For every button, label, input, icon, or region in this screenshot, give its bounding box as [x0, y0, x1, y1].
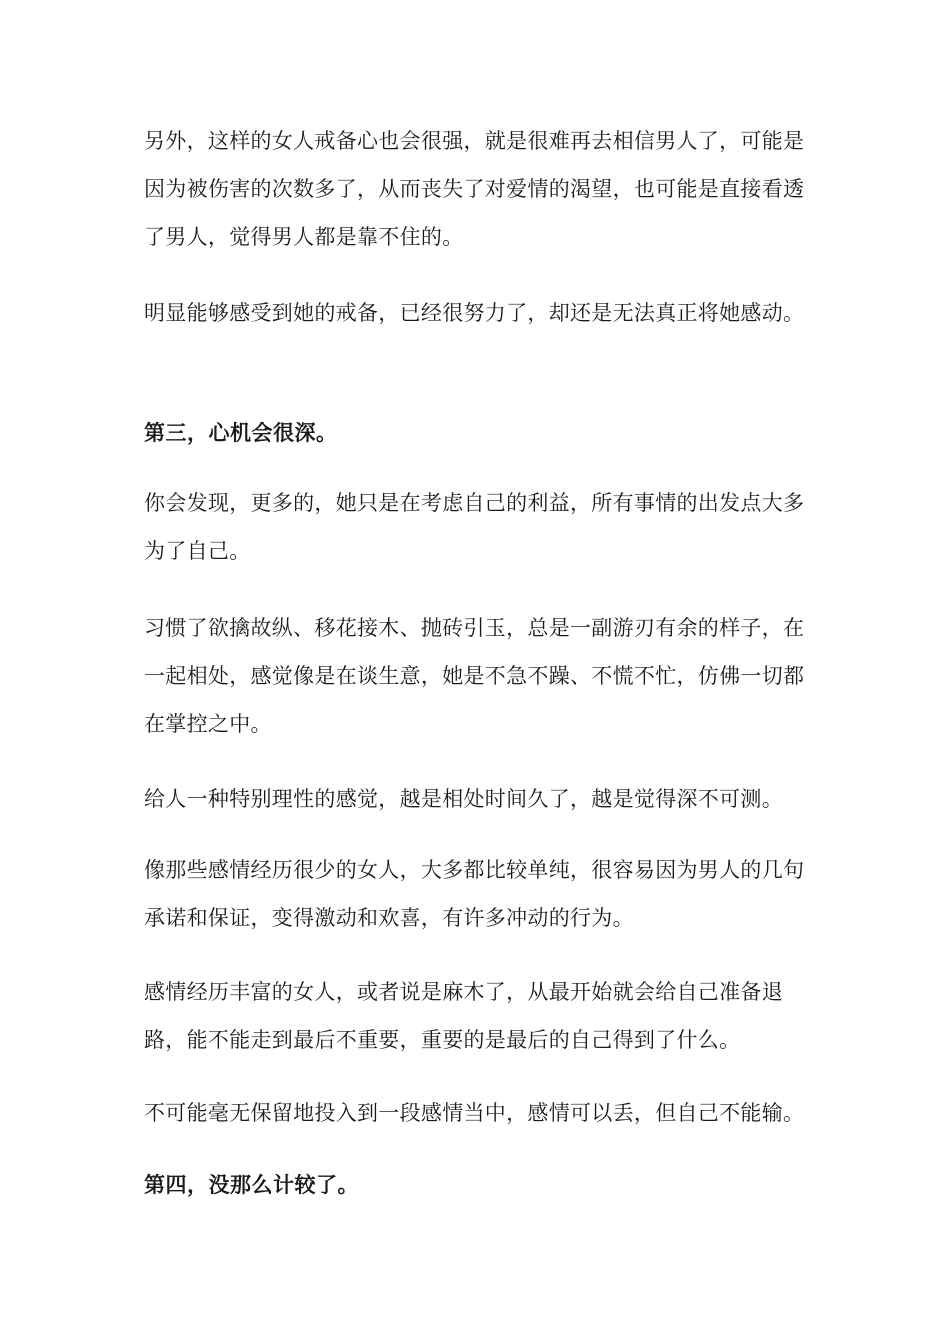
paragraph-wariness: 另外，这样的女人戒备心也会很强，就是很难再去相信男人了，可能是因为被伤害的次数多了，从而丧失了对爱情的渴望，也可能是直接看透了男人，觉得男人都是靠不住的。: [144, 129, 805, 249]
paragraph-experienced-women: 感情经历丰富的女人，或者说是麻木了，从最开始就会给自己准备退路，能不能走到最后不重要，重要的是最后的自己得到了什么。: [144, 980, 783, 1052]
section-heading-third: 第三，心机会很深。: [144, 421, 338, 445]
paragraph-tactics: 习惯了欲擒故纵、移花接木、抛砖引玉，总是一副游刃有余的样子，在一起相处，感觉像是在谈生意，她是不急不躁、不慌不忙，仿佛一切都在掌控之中。: [144, 616, 805, 736]
paragraph-rational: 给人一种特别理性的感觉，越是相处时间久了，越是觉得深不可测。: [144, 787, 783, 811]
paragraph-own-interests: 你会发现，更多的，她只是在考虑自己的利益，所有事情的出发点大多为了自己。: [144, 491, 805, 563]
paragraph-simple-women: 像那些感情经历很少的女人，大多都比较单纯，很容易因为男人的几句承诺和保证，变得激动和欢喜，有许多冲动的行为。: [144, 858, 805, 930]
section-heading-fourth: 第四，没那么计较了。: [144, 1173, 359, 1197]
paragraph-no-reservation: 不可能毫无保留地投入到一段感情当中，感情可以丢，但自己不能输。: [144, 1101, 805, 1125]
paragraph-sense-wariness: 明显能够感受到她的戒备，已经很努力了，却还是无法真正将她感动。: [144, 301, 805, 325]
